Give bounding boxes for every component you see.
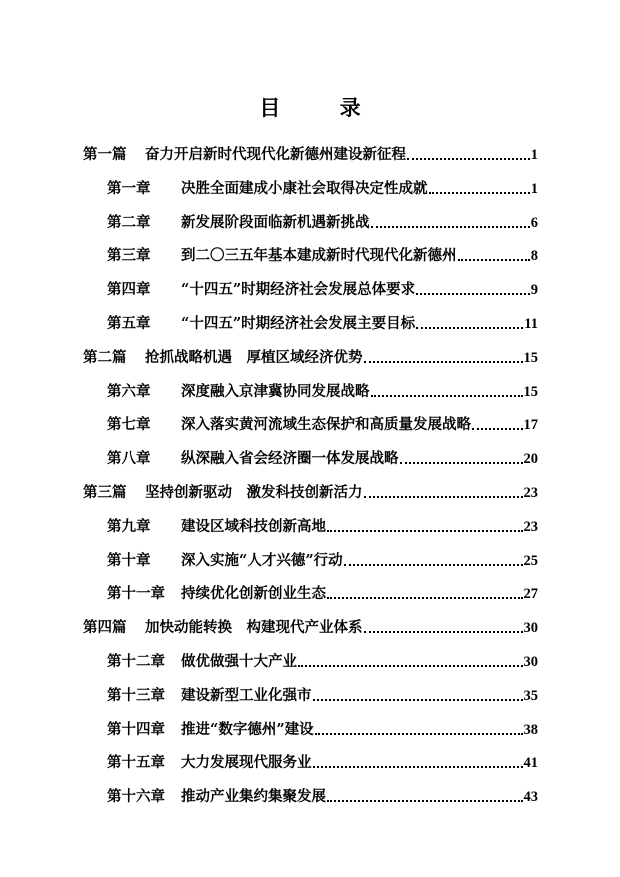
toc-number: 第四章 bbox=[107, 281, 151, 299]
toc-leader bbox=[458, 259, 530, 261]
toc-leader bbox=[364, 361, 523, 363]
toc-number: 第一篇 bbox=[83, 147, 127, 163]
toc-page: 11 bbox=[524, 316, 538, 332]
toc-text: “十四五”时期经济社会发展总体要求 bbox=[181, 281, 416, 299]
toc-page: 30 bbox=[523, 620, 538, 637]
toc-text: 到二〇三五年基本建成新时代现代化新德州 bbox=[181, 247, 457, 265]
toc-text: 大力发展现代服务业 bbox=[181, 754, 312, 772]
toc-number: 第九章 bbox=[107, 517, 151, 535]
toc-entry[interactable] bbox=[83, 483, 538, 503]
toc-page: 25 bbox=[523, 552, 538, 569]
toc-text: 深入实施“人才兴德”行动 bbox=[181, 551, 343, 569]
toc-number: 第一章 bbox=[107, 179, 151, 197]
toc-entry[interactable] bbox=[107, 213, 538, 233]
toc-number: 第十二章 bbox=[107, 653, 165, 670]
toc-text: 深度融入京津冀协同发展战略 bbox=[181, 382, 370, 400]
toc-text: 建设区域科技创新高地 bbox=[181, 517, 326, 535]
toc-leader bbox=[344, 564, 523, 566]
toc-text: 做优做强十大产业 bbox=[181, 653, 297, 670]
toc-text: 建设新型工业化强市 bbox=[181, 686, 312, 704]
toc-entry[interactable] bbox=[107, 314, 538, 334]
toc-number: 第八章 bbox=[107, 450, 151, 468]
toc-entry[interactable] bbox=[107, 415, 538, 435]
toc-page: 1 bbox=[530, 147, 538, 163]
toc-number: 第十三章 bbox=[107, 686, 165, 704]
toc-entry[interactable] bbox=[107, 686, 538, 706]
toc-leader bbox=[315, 733, 523, 735]
toc-number: 第十六章 bbox=[107, 788, 165, 806]
toc-leader bbox=[371, 395, 523, 397]
toc-page: 6 bbox=[530, 214, 538, 231]
toc-entry[interactable] bbox=[107, 280, 538, 300]
toc-text: 持续优化创新创业生态 bbox=[181, 585, 326, 603]
toc-leader bbox=[371, 226, 530, 228]
toc-number: 第六章 bbox=[107, 382, 151, 400]
toc-entry[interactable] bbox=[107, 753, 538, 773]
toc-leader bbox=[407, 158, 530, 160]
toc-page: 1 bbox=[530, 180, 538, 197]
toc-page: 23 bbox=[523, 485, 538, 501]
toc-number: 第十一章 bbox=[107, 585, 165, 603]
toc-page: 41 bbox=[523, 755, 538, 772]
toc-entry[interactable] bbox=[107, 382, 538, 402]
toc-number: 第二篇 bbox=[83, 349, 127, 366]
toc-page: 17 bbox=[523, 417, 538, 434]
toc-entry[interactable] bbox=[107, 551, 538, 571]
toc-leader bbox=[429, 192, 530, 194]
toc-page: 15 bbox=[523, 349, 538, 366]
toc-page: 27 bbox=[523, 586, 538, 603]
page-title: 目 录 bbox=[259, 96, 387, 120]
toc-text: 推动产业集约集聚发展 bbox=[181, 788, 326, 806]
toc-text: 抢抓战略机遇 厚植区域经济优势 bbox=[145, 349, 363, 366]
toc-leader bbox=[472, 428, 523, 430]
toc-leader bbox=[364, 496, 523, 498]
toc-number: 第十四章 bbox=[107, 720, 165, 738]
toc-leader bbox=[313, 699, 523, 701]
toc-number: 第十五章 bbox=[107, 754, 165, 772]
toc-number: 第四篇 bbox=[83, 620, 127, 637]
toc-leader bbox=[416, 293, 530, 295]
toc-entry[interactable] bbox=[107, 720, 538, 740]
toc-entry[interactable] bbox=[107, 179, 538, 199]
toc-page: 43 bbox=[523, 789, 538, 806]
toc-number: 第五章 bbox=[107, 315, 151, 332]
toc-entry[interactable] bbox=[83, 145, 538, 165]
toc-entry[interactable] bbox=[107, 652, 538, 672]
toc-number: 第二章 bbox=[107, 213, 151, 231]
toc-leader bbox=[298, 665, 523, 667]
toc-entry[interactable] bbox=[107, 449, 538, 469]
toc-text: 坚持创新驱动 激发科技创新活力 bbox=[145, 485, 363, 501]
toc-text: 深入落实黄河流域生态保护和高质量发展战略 bbox=[181, 416, 471, 434]
toc-leader bbox=[327, 800, 523, 802]
toc-entry[interactable] bbox=[107, 246, 538, 266]
toc-text: 纵深融入省会经济圈一体发展战略 bbox=[181, 450, 399, 468]
toc-text: 推进“数字德州”建设 bbox=[181, 720, 314, 738]
toc-leader bbox=[400, 462, 523, 464]
toc-leader bbox=[313, 766, 523, 768]
toc-entry[interactable] bbox=[83, 618, 538, 638]
toc-number: 第三篇 bbox=[83, 485, 127, 501]
toc-text: 决胜全面建成小康社会取得决定性成就 bbox=[181, 179, 428, 197]
toc-page: 23 bbox=[523, 518, 538, 535]
toc-leader bbox=[327, 597, 523, 599]
toc-number: 第三章 bbox=[107, 247, 151, 265]
toc-text: 奋力开启新时代现代化新德州建设新征程 bbox=[145, 147, 406, 163]
toc-number: 第七章 bbox=[107, 416, 151, 434]
toc-leader bbox=[416, 327, 523, 329]
toc-page: 9 bbox=[530, 282, 538, 299]
toc-text: “十四五”时期经济社会发展主要目标 bbox=[181, 315, 416, 332]
toc-text: 新发展阶段面临新机遇新挑战 bbox=[181, 213, 370, 231]
toc-page: 15 bbox=[523, 383, 538, 400]
toc-page: 38 bbox=[523, 721, 538, 738]
toc-text: 加快动能转换 构建现代产业体系 bbox=[145, 620, 363, 637]
toc-number: 第十章 bbox=[107, 551, 151, 569]
toc-page: 35 bbox=[523, 687, 538, 704]
toc-entry[interactable] bbox=[107, 787, 538, 807]
toc-leader bbox=[327, 530, 523, 532]
toc-leader bbox=[364, 631, 523, 633]
toc-entry[interactable] bbox=[107, 517, 538, 537]
toc-page: 30 bbox=[523, 654, 538, 670]
toc-page: 8 bbox=[530, 248, 538, 265]
toc-page: 20 bbox=[523, 451, 538, 468]
toc-entry[interactable] bbox=[107, 584, 538, 604]
toc-entry[interactable] bbox=[83, 348, 538, 368]
